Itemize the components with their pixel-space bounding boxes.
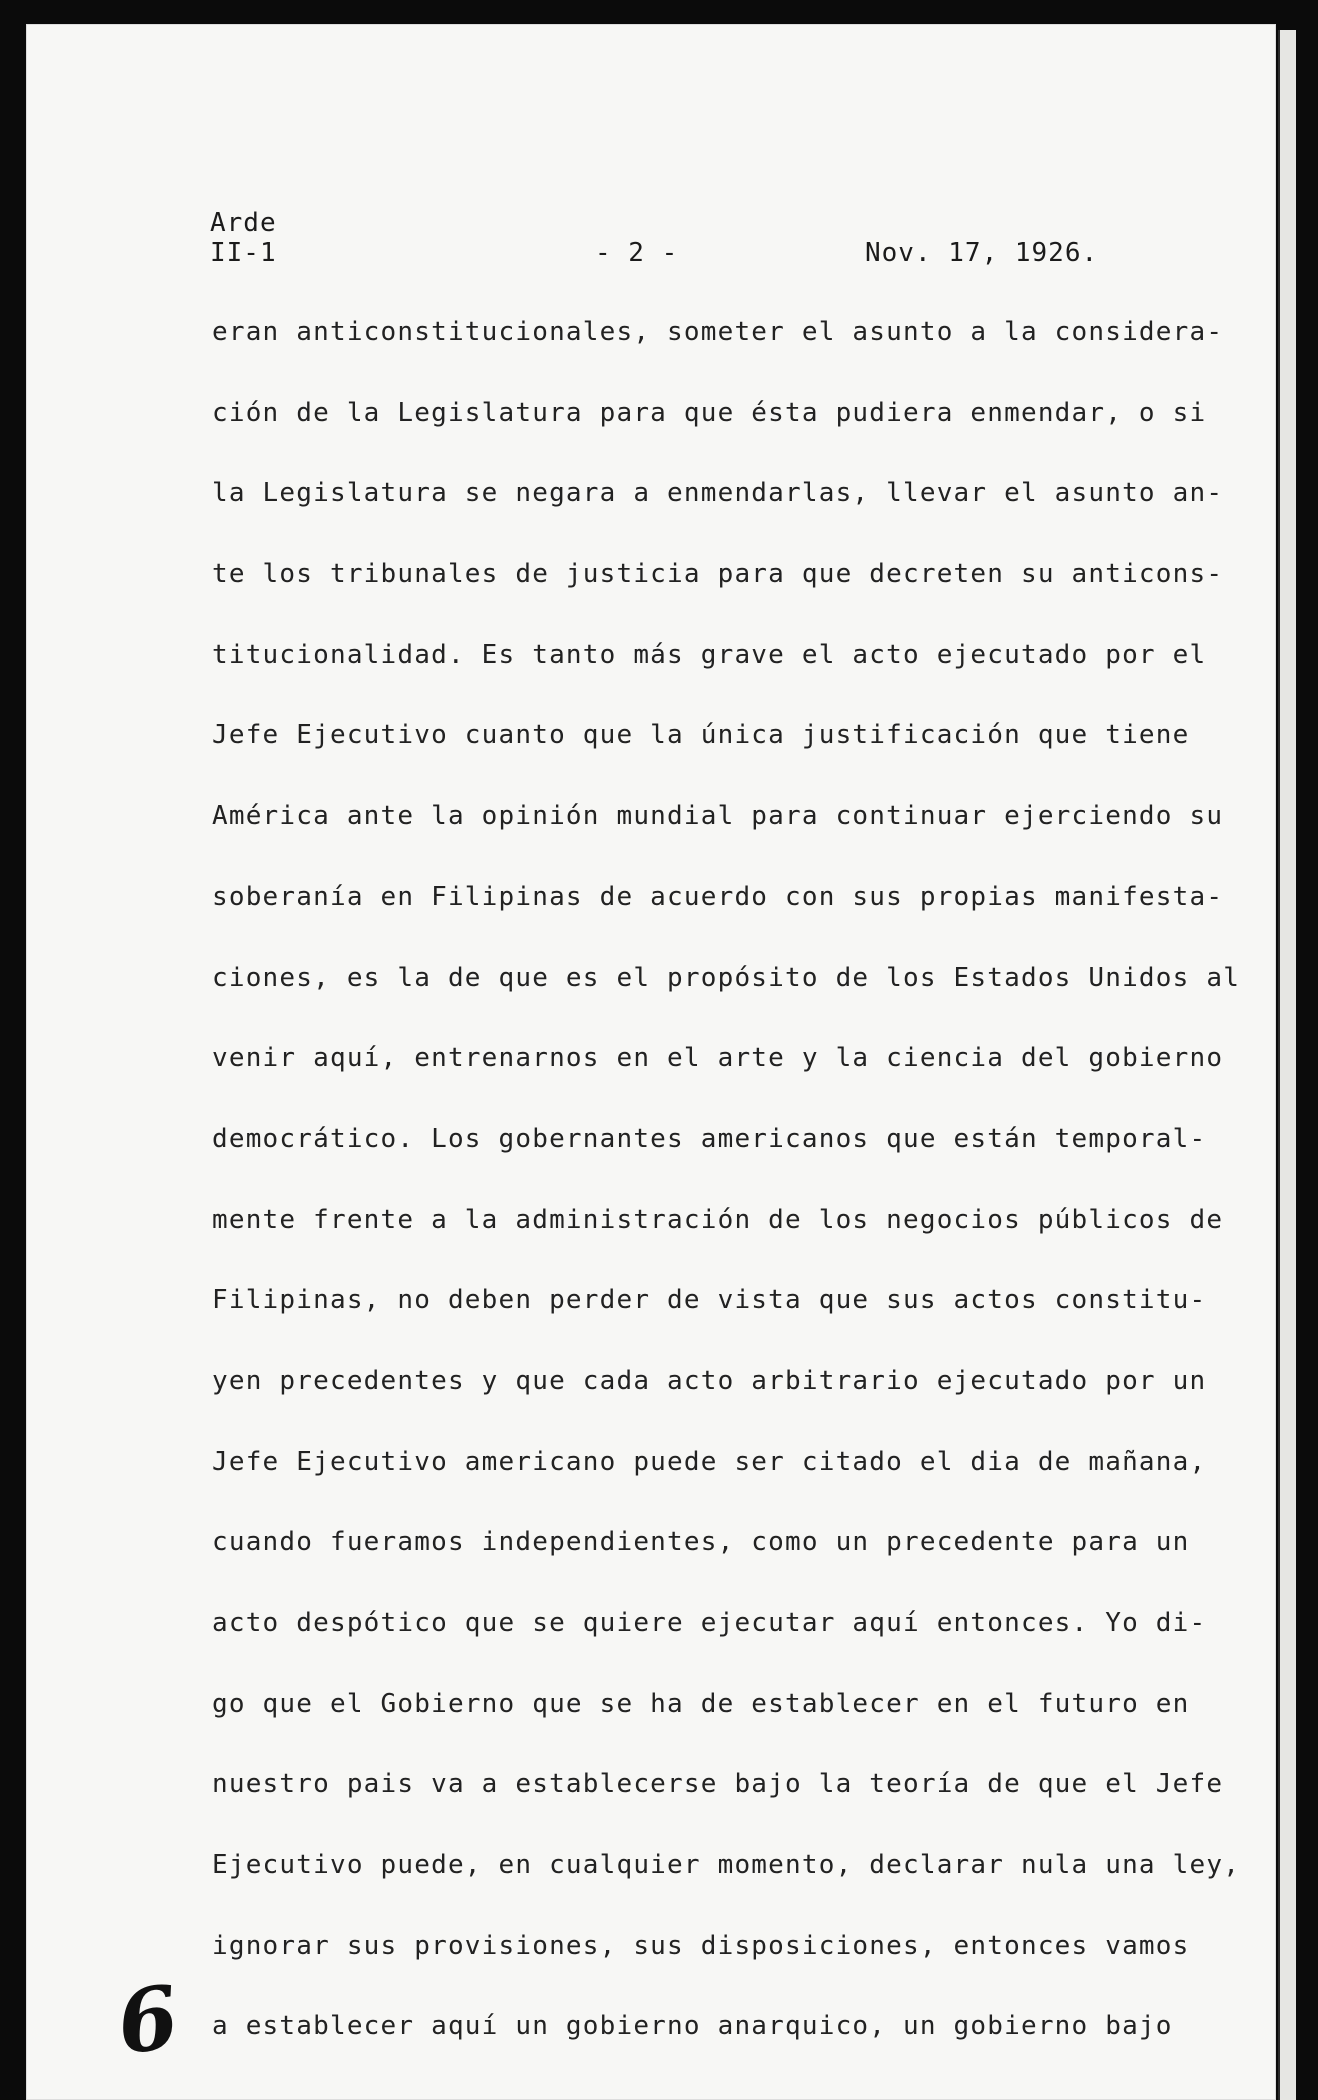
text-line: ignorar sus provisiones, sus disposiciones, entonces vamos [212, 1930, 1190, 1961]
text-line: ción de la Legislatura para que ésta pudiera enmendar, o si [212, 397, 1207, 428]
text-line: a establecer aquí un gobierno anarquico, un gobierno bajo [212, 2011, 1173, 2042]
text-line: yen precedentes y que cada acto arbitrario ejecutado por un [212, 1365, 1207, 1396]
text-line: Jefe Ejecutivo americano puede ser citado el dia de mañana, [212, 1446, 1207, 1477]
text-line: titucionalidad. Es tanto más grave el acto ejecutado por el [212, 639, 1207, 670]
text-line: Jefe Ejecutivo cuanto que la única justificación que tiene [212, 720, 1190, 751]
page-edge [1278, 30, 1296, 2100]
text-line: go que el Gobierno que se ha de establecer en el futuro en [212, 1688, 1190, 1719]
text-line: Ejecutivo puede, en cualquier momento, declarar nula una ley, [212, 1850, 1241, 1881]
text-line: cuando fueramos independientes, como un precedente para un [212, 1527, 1190, 1558]
text-line: ciones, es la de que es el propósito de los Estados Unidos al [212, 962, 1241, 993]
text-line: Filipinas, no deben perder de vista que sus actos constitu- [212, 1285, 1207, 1316]
header-page-ref: II-1 [210, 238, 277, 268]
text-line: la Legislatura se negara a enmendarlas, llevar el asunto an- [212, 478, 1224, 509]
body-text [212, 312, 1241, 2087]
header-page-number: - 2 - [595, 238, 679, 268]
text-line: te los tribunales de justicia para que decreten su anticons- [212, 559, 1224, 590]
header-date: Nov. 17, 1926. [865, 238, 1099, 268]
text-line: venir aquí, entrenarnos en el arte y la ciencia del gobierno [212, 1043, 1224, 1074]
text-line: América ante la opinión mundial para continuar ejerciendo su [212, 801, 1224, 832]
text-line: nuestro pais va a establecerse bajo la teoría de que el Jefe [212, 1769, 1224, 1800]
text-line: eran anticonstitucionales, someter el asunto a la considera- [212, 317, 1224, 347]
text-line: mente frente a la administración de los negocios públicos de [212, 1204, 1224, 1235]
handwritten-page-mark: 6 [111, 1966, 185, 2075]
text-line: democrático. Los gobernantes americanos que están temporal- [212, 1123, 1207, 1154]
text-line: acto despótico que se quiere ejecutar aquí entonces. Yo di- [212, 1608, 1207, 1638]
header-name: Arde [210, 208, 277, 238]
text-line: soberanía en Filipinas de acuerdo con sus propias manifesta- [212, 881, 1224, 912]
